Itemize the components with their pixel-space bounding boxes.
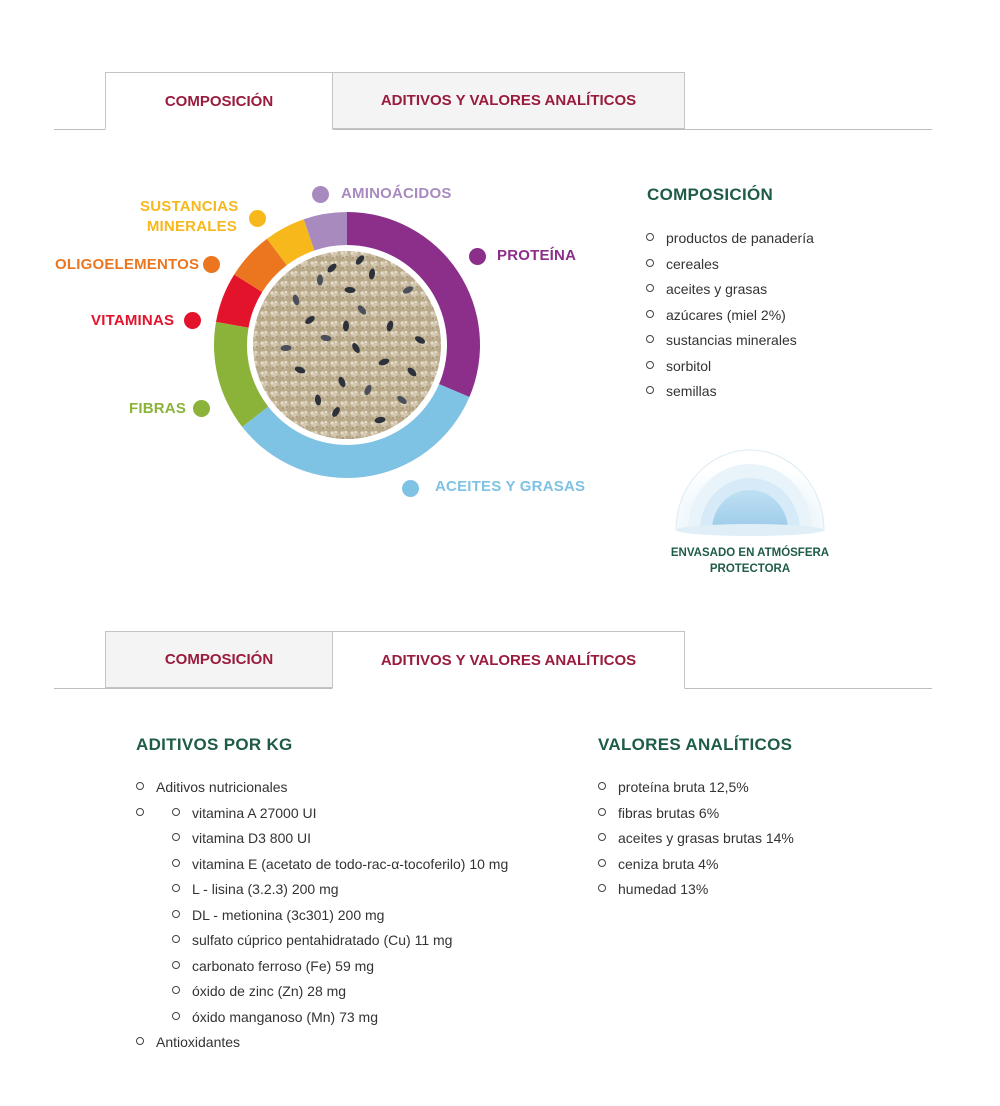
oligoelementos-label: OLIGOELEMENTOS — [55, 256, 200, 273]
list-item: proteína bruta 12,5% — [598, 778, 794, 804]
valores-list — [598, 778, 794, 906]
composition-donut — [0, 150, 600, 530]
sustancias-label-1: SUSTANCIAS — [140, 198, 239, 215]
packaging-label-2: PROTECTORA — [709, 563, 791, 575]
composicion-heading: COMPOSICIÓN — [647, 185, 774, 204]
aceites-dot — [402, 480, 419, 497]
proteina-dot — [469, 248, 486, 265]
composition-donut-section — [0, 150, 600, 530]
list-item: Antioxidantes — [136, 1033, 508, 1059]
list-item: sulfato cúprico pentahidratado (Cu) 11 mg — [172, 931, 508, 957]
aditivos-heading: ADITIVOS POR KG — [136, 735, 293, 754]
protective-atmosphere-badge — [660, 440, 840, 577]
proteina-label: PROTEÍNA — [497, 247, 577, 264]
list-item: azúcares (miel 2%) — [646, 306, 814, 332]
vitaminas-label: VITAMINAS — [91, 312, 175, 329]
dome-icon — [670, 440, 830, 536]
sublist-container — [136, 804, 508, 1034]
list-item: fibras brutas 6% — [598, 804, 794, 830]
list-item: semillas — [646, 382, 814, 408]
list-item: Aditivos nutricionales — [136, 778, 508, 804]
list-item: DL - metionina (3c301) 200 mg — [172, 906, 508, 932]
list-item: ceniza bruta 4% — [598, 855, 794, 881]
aditivos-sublist — [136, 804, 508, 1034]
composicion-list — [646, 229, 814, 408]
sustancias-dot — [249, 210, 266, 227]
list-item: cereales — [646, 255, 814, 281]
vitaminas-dot — [184, 312, 201, 329]
list-item: carbonato ferroso (Fe) 59 mg — [172, 957, 508, 983]
seed-speck — [317, 275, 323, 286]
list-item: aceites y grasas brutas 14% — [598, 829, 794, 855]
aminoacidos-label: AMINOÁCIDOS — [341, 185, 452, 202]
tab-bar-bottom — [54, 631, 932, 689]
aminoacidos-dot — [312, 186, 329, 203]
tab-aditivos[interactable]: ADITIVOS Y VALORES ANALÍTICOS — [332, 631, 685, 689]
tab-composicion[interactable]: COMPOSICIÓN — [105, 631, 333, 688]
list-item: productos de panadería — [646, 229, 814, 255]
tab-composicion[interactable]: COMPOSICIÓN — [105, 72, 333, 130]
sustancias-label-2: MINERALES — [146, 218, 237, 235]
aditivos-list — [136, 778, 508, 1059]
packaging-label-1: ENVASADO EN ATMÓSFERA — [670, 547, 830, 559]
seed-mix-photo — [253, 251, 441, 439]
list-item: aceites y grasas — [646, 280, 814, 306]
list-item: óxido manganoso (Mn) 73 mg — [172, 1008, 508, 1034]
oligoelementos-dot — [203, 256, 220, 273]
list-item: vitamina E (acetato de todo-rac-α-tocoferilo) 10 mg — [172, 855, 508, 881]
tab-aditivos[interactable]: ADITIVOS Y VALORES ANALÍTICOS — [332, 72, 685, 129]
fibras-label: FIBRAS — [129, 400, 187, 417]
list-item: sustancias minerales — [646, 331, 814, 357]
aceites-label: ACEITES Y GRASAS — [435, 478, 586, 495]
valores-heading: VALORES ANALÍTICOS — [598, 735, 793, 754]
list-item: humedad 13% — [598, 880, 794, 906]
list-item: L - lisina (3.2.3) 200 mg — [172, 880, 508, 906]
tab-bar-top — [54, 72, 932, 130]
fibras-dot — [193, 400, 210, 417]
list-item: óxido de zinc (Zn) 28 mg — [172, 982, 508, 1008]
list-item: sorbitol — [646, 357, 814, 383]
list-item: vitamina A 27000 UI — [172, 804, 508, 830]
list-item: vitamina D3 800 UI — [172, 829, 508, 855]
